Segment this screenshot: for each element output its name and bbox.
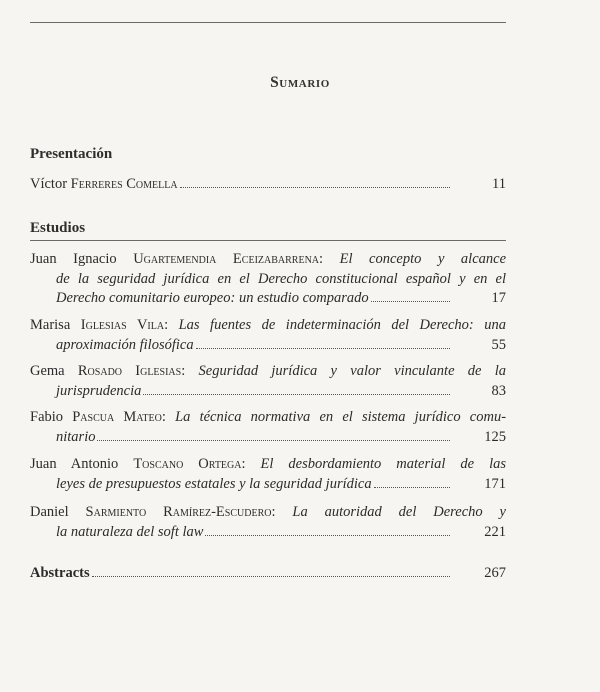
- entry-title-line: jurisprudencia: [56, 382, 142, 399]
- dot-leader: [374, 487, 450, 488]
- entry-abstracts-label: Abstracts: [30, 565, 90, 581]
- dot-leader: [371, 301, 450, 302]
- dot-leader: [92, 576, 450, 577]
- entry-title-line: leyes de presupuestos estatales y la seguridad jurídica: [56, 475, 372, 492]
- entry-page: 17: [491, 290, 506, 306]
- top-rule: [30, 22, 506, 23]
- dot-leader: [97, 440, 450, 441]
- entry-page: 171: [484, 475, 506, 492]
- entry-surname: Ugartemendia Eceizabarrena:: [133, 251, 324, 267]
- entry-iglesias[interactable]: [30, 316, 506, 355]
- dot-leader: [205, 535, 450, 536]
- entry-page: 125: [484, 428, 506, 445]
- entry-author: Víctor: [30, 176, 68, 192]
- entry-title-line: aproximación filosófica: [56, 336, 194, 353]
- entry-author: Juan Ignacio: [30, 251, 117, 267]
- entry-ferreres[interactable]: [30, 175, 506, 195]
- entry-page: 55: [491, 336, 506, 353]
- entry-surname: Ferreres Comella: [70, 176, 178, 192]
- entry-surname: Iglesias Vila:: [80, 317, 169, 333]
- entry-author: Fabio: [30, 409, 64, 425]
- entry-surname: Pascua Mateo:: [72, 409, 166, 425]
- entry-title-line: Seguridad jurídica y valor vinculante de la: [198, 363, 507, 379]
- entry-pascua[interactable]: [30, 408, 506, 447]
- entry-toscano[interactable]: [30, 455, 506, 494]
- entry-rosado[interactable]: [30, 362, 506, 401]
- entry-surname: Toscano Ortega:: [133, 456, 246, 472]
- entry-title-line: la naturaleza del soft law: [56, 523, 204, 540]
- entry-author: Juan Antonio: [30, 456, 119, 472]
- entry-title-line: nitario: [56, 428, 96, 445]
- entry-surname: Sarmiento Ramírez-Escudero:: [85, 504, 276, 520]
- dot-leader: [180, 187, 450, 188]
- entry-title-line: El desbordamiento material de las: [260, 456, 507, 472]
- entry-title-line: Las fuentes de indeterminación del Derecho: una: [178, 317, 507, 333]
- dot-leader: [196, 348, 450, 349]
- entry-sarmiento[interactable]: [30, 503, 506, 542]
- entry-page: 267: [484, 565, 506, 581]
- entry-abstracts[interactable]: [30, 564, 506, 584]
- section-presentacion: Presentación: [30, 146, 113, 162]
- entry-ugartemendia[interactable]: [30, 250, 506, 309]
- entry-title-line: La autoridad del Derecho y: [292, 504, 506, 520]
- entry-page: 221: [484, 523, 506, 540]
- entry-page: 11: [492, 176, 506, 192]
- entry-title-line: de la seguridad jurídica en el Derecho constitucional español y en el: [56, 270, 506, 287]
- entry-author: Gema: [30, 363, 65, 379]
- entry-surname: Rosado Iglesias:: [77, 363, 186, 379]
- dot-leader: [143, 394, 450, 395]
- entry-author: Marisa: [30, 317, 71, 333]
- entry-title-line: El concepto y alcance: [339, 251, 507, 267]
- entry-author: Daniel: [30, 504, 69, 520]
- entry-title-line: La técnica normativa en el sistema jurídico comu-: [175, 409, 507, 425]
- page-title: Sumario: [270, 74, 330, 91]
- section-estudios: Estudios: [30, 220, 86, 236]
- entry-title-line: Derecho comunitario europeo: un estudio comparado: [56, 290, 369, 306]
- entry-page: 83: [491, 382, 506, 399]
- section-rule: [30, 240, 506, 241]
